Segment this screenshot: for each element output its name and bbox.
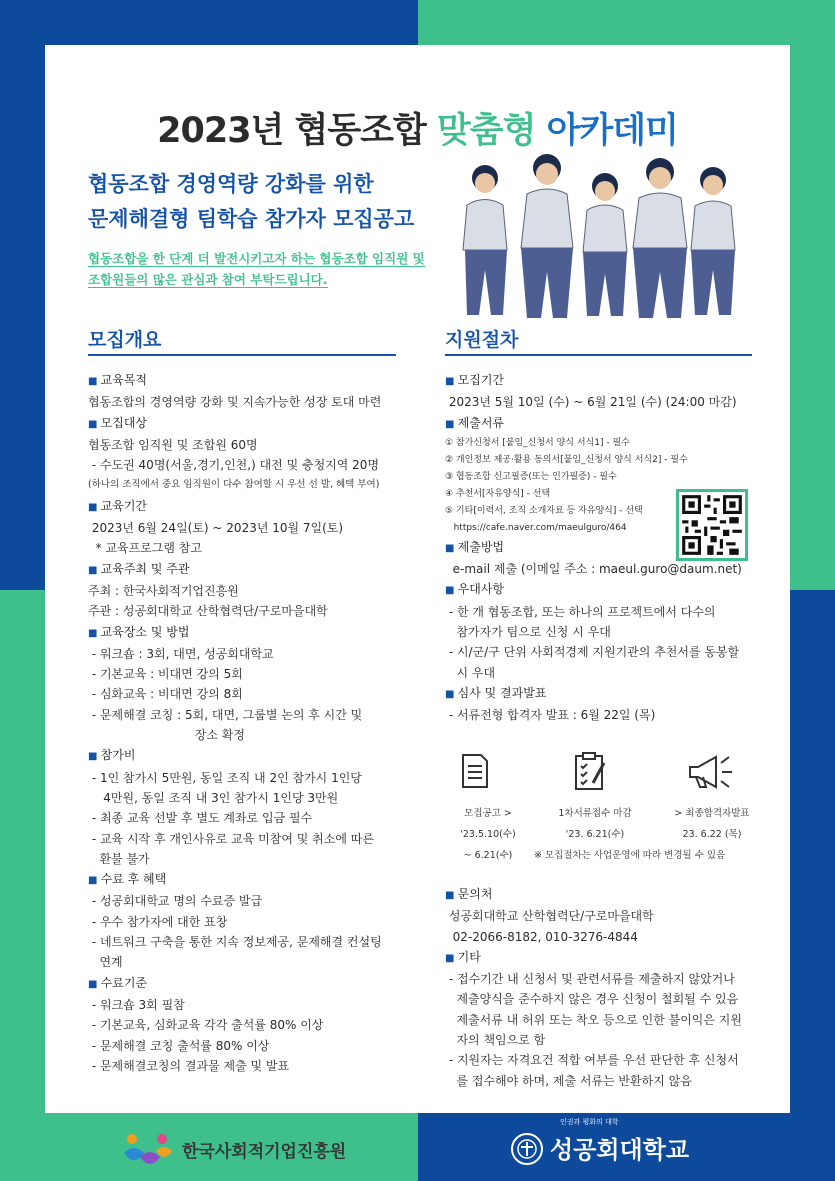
list-item: ④ 추천서[자유양식] - 선택 (445, 488, 551, 499)
clipboard-checklist-icon (573, 751, 611, 791)
list-item: 를 접수해야 하며, 제출 서류는 반환하지 않음 (445, 1073, 692, 1088)
list-item: 성공회대학교 산학협력단/구로마을대학 (445, 909, 654, 924)
list-item: - 서류전형 합격자 발표 : 6월 22일 (목) (445, 708, 656, 723)
process-step-3-label: > 최종합격자발표 (674, 808, 750, 819)
qr-code-pattern (679, 492, 745, 558)
list-item: - 수도권 40명(서울,경기,인천,) 대전 및 충청지역 20명 (88, 458, 380, 473)
section-heading-application-procedure: 지원절차 (445, 329, 519, 351)
process-step-2-date: '23. 6.21(수) (565, 829, 625, 840)
list-item: - 교육 시작 후 개인사유로 교육 미참여 및 취소에 따른 (88, 831, 374, 846)
process-step-2 (540, 803, 650, 845)
process-step-2-label: 1차서류접수 마감 (558, 808, 632, 819)
list-item: - 시/군/구 단위 사회적경제 지원기관의 추천서를 동봉할 (445, 645, 740, 660)
list-item: 4만원, 동일 조직 내 3인 참가시 1인당 3만원 (88, 790, 339, 805)
subtitle-line-1: 협동조합 경영역량 강화를 위한 (88, 172, 374, 196)
list-item: 주최 : 한국사회적기업진흥원 (88, 583, 239, 598)
list-item: 환불 불가 (88, 851, 150, 866)
list-item: - 1인 참가시 5만원, 동일 조직 내 2인 참가시 1인당 (88, 770, 362, 785)
process-step-3-date: 23. 6.22 (목) (682, 829, 742, 840)
list-item: ② 개인정보 제공·활용 동의서[붙임_신청서 양식 서식2] - 필수 (445, 454, 688, 465)
list-heading: ■ 기타 (445, 947, 742, 969)
megaphone-icon (686, 753, 738, 791)
list-heading: ■ 수료 후 혜택 (88, 869, 382, 891)
list-item: - 워크숍 3회 필참 (88, 997, 185, 1012)
kosea-logo-icon (118, 1123, 176, 1173)
qr-code[interactable] (676, 489, 748, 561)
list-item: ① 참가신청서 [붙임_신청서 양식 서식1] - 필수 (445, 437, 630, 448)
list-item: - 워크숍 : 3회, 대면, 성공회대학교 (88, 646, 274, 661)
list-item: 자의 책임으로 함 (445, 1033, 546, 1048)
list-item: - 우수 참가자에 대한 표창 (88, 914, 228, 929)
list-item: - 문제해결 코칭 : 5회, 대면, 그룹별 논의 후 시간 및 (88, 707, 363, 722)
list-item: 02-2066-8182, 010-3276-4844 (445, 929, 638, 944)
list-item: - 접수기간 내 신청서 및 관련서류를 제출하지 않았거나 (445, 972, 735, 987)
list-item: ③ 협동조합 신고필증(또는 인가필증) - 필수 (445, 471, 617, 482)
list-heading: ■ 모집대상 (88, 413, 382, 435)
description-line-1: 협동조합을 한 단계 더 발전시키고자 하는 협동조합 임직원 및 (88, 251, 425, 266)
list-item: 참가자가 팀으로 신청 시 우대 (445, 625, 611, 640)
description (88, 248, 425, 290)
list-item: (하나의 조직에서 중요 임직원이 다수 참여할 시 우선 선 발, 혜택 부여) (88, 479, 380, 491)
section-heading-recruitment-overview: 모집개요 (88, 329, 162, 351)
process-note: ※ 모집절차는 사업운영에 따라 변경될 수 있음 (534, 850, 726, 861)
list-item: * 교육프로그램 참고 (88, 541, 202, 556)
title-part-dark: 2023년 협동조합 (157, 111, 437, 151)
list-item: 협동조합 임직원 및 조합원 60명 (88, 437, 258, 452)
list-item: - 한 개 협동조합, 또는 하나의 프로젝트에서 다수의 (445, 604, 716, 619)
subtitle-line-2: 문제해결형 팀학습 참가자 모집공고 (88, 207, 415, 231)
list-item: - 지원자는 자격요건 적합 여부를 우선 판단한 후 신청서 (445, 1053, 739, 1068)
list-item: - 성공회대학교 명의 수료증 발급 (88, 894, 263, 909)
list-heading: ■ 제출서류 (445, 413, 742, 435)
process-step-1-label: 모집공고 > (464, 808, 512, 819)
page-title (45, 103, 790, 153)
process-step-1-date-end: ~ 6.21(수) (463, 850, 513, 861)
list-item: 제출서류 내 허위 또는 착오 등으로 인한 불이익은 지원 (445, 1012, 742, 1027)
list-item: 협동조합의 경영역량 강화 및 지속가능한 성장 토대 마련 (88, 395, 382, 410)
list-heading: ■ 수료기준 (88, 973, 382, 995)
list-item: 연계 (88, 955, 123, 970)
list-item: e-mail 제출 (이메일 주소 : maeul.guro@daum.net) (445, 562, 742, 577)
list-item: - 문제해결 코칭 출석률 80% 이상 (88, 1038, 270, 1053)
list-item: - 최종 교육 선발 후 별도 계좌로 입금 필수 (88, 811, 313, 826)
list-item: 주관 : 성공회대학교 산학협력단/구로마을대학 (88, 604, 328, 619)
contact-and-other-list (445, 884, 742, 1091)
list-item: - 문제해결코칭의 결과물 제출 및 발표 (88, 1058, 290, 1073)
list-item: https://cafe.naver.com/maeulguro/464 (445, 522, 627, 533)
list-item: - 기본교육 : 비대면 강의 5회 (88, 667, 243, 682)
list-item: 장소 확정 (88, 728, 245, 743)
list-heading: ■ 참가비 (88, 745, 382, 767)
list-item: 2023년 6월 24일(토) ~ 2023년 10월 7일(토) (88, 521, 344, 536)
list-heading: ■ 심사 및 결과발표 (445, 683, 742, 705)
university-seal-icon (510, 1132, 544, 1166)
list-heading: ■ 우대사항 (445, 579, 742, 601)
process-step-1 (443, 803, 533, 866)
title-part-blue: 아카데미 (535, 111, 678, 151)
process-step-3 (662, 803, 762, 845)
list-item: - 심화교육 : 비대면 강의 8회 (88, 687, 243, 702)
description-line-2: 조합원들의 많은 관심과 참여 부탁드립니다. (88, 272, 328, 287)
list-item: 제출양식을 준수하지 않은 경우 신청이 철회될 수 있음 (445, 992, 739, 1007)
list-item: - 네트워크 구축을 통한 지속 정보제공, 문제해결 컨설팅 (88, 935, 382, 950)
list-item: 시 우대 (445, 665, 496, 680)
section-divider-left (88, 354, 396, 356)
list-heading: ■ 교육기간 (88, 496, 382, 518)
list-heading: ■ 제출방법 (445, 537, 742, 559)
recruitment-overview-list (88, 370, 382, 1076)
list-heading: ■ 교육주최 및 주관 (88, 559, 382, 581)
list-item: 2023년 5월 10일 (수) ~ 6월 21일 (수) (24:00 마감) (445, 395, 737, 410)
list-heading: ■ 교육장소 및 방법 (88, 622, 382, 644)
list-heading: ■ 모집기간 (445, 370, 742, 392)
section-divider-right (445, 354, 752, 356)
list-item: - 기본교육, 심화교육 각각 출석률 80% 이상 (88, 1018, 324, 1033)
list-heading: ■ 문의처 (445, 884, 742, 906)
list-heading: ■ 교육목적 (88, 370, 382, 392)
title-part-green: 맞춤형 (436, 111, 536, 151)
people-illustration (455, 150, 755, 320)
university-logo-text: 성공회대학교 (550, 1136, 690, 1164)
university-tagline: 인권과 평화의 대학 (560, 1118, 619, 1126)
process-step-1-date: '23.5.10(수) (460, 829, 516, 840)
document-icon (461, 753, 489, 789)
list-item: ⑤ 기타[이력서, 조직 소개자료 등 자유양식] - 선택 (445, 505, 643, 516)
kosea-logo-text: 한국사회적기업진흥원 (182, 1142, 347, 1162)
